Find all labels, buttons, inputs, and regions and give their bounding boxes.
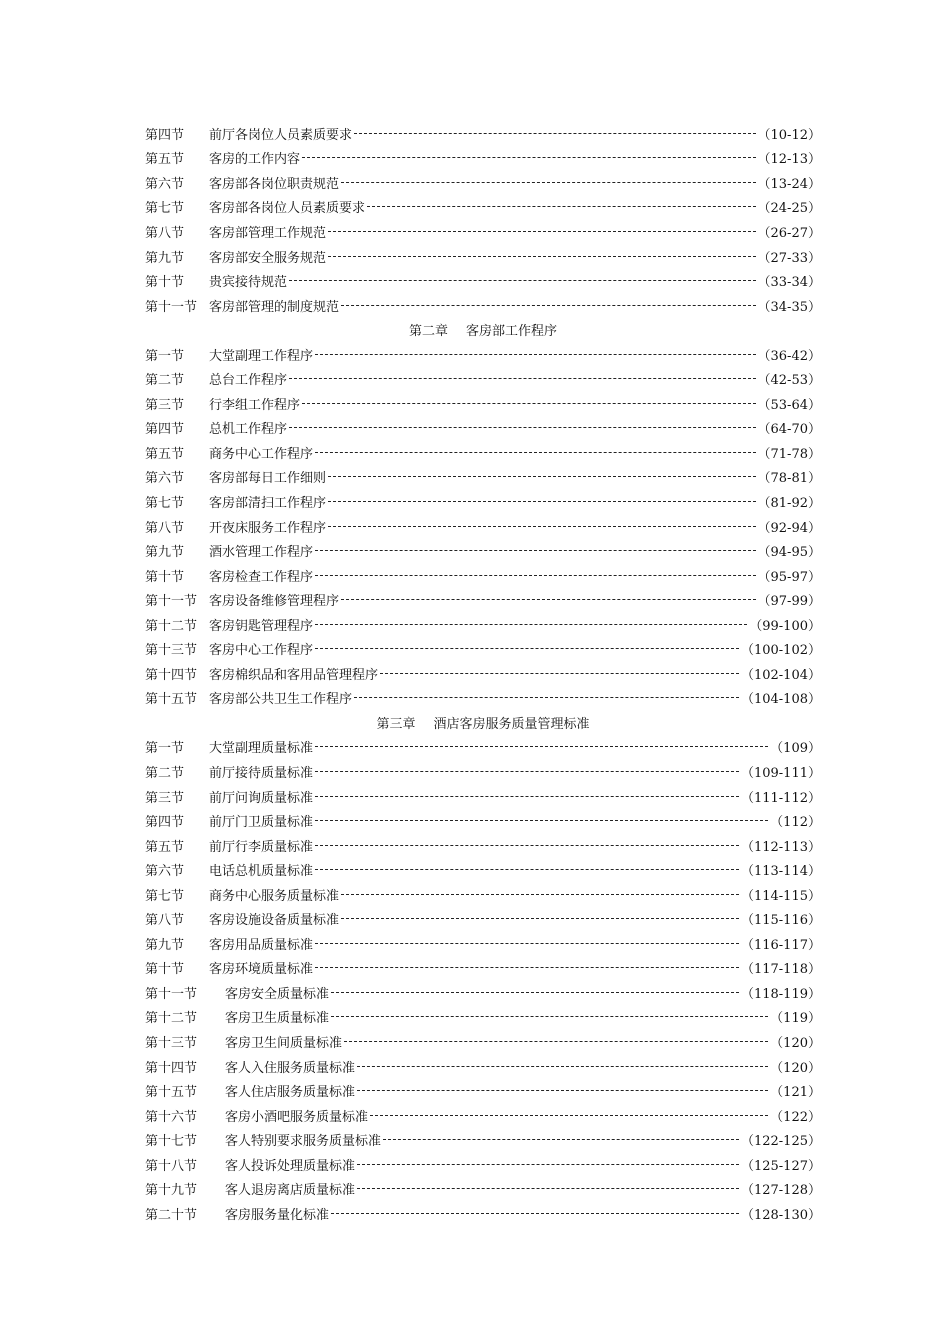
toc-entry[interactable] (145, 121, 821, 146)
toc-entry[interactable] (145, 784, 821, 809)
toc-group-chapter-1 (145, 121, 821, 317)
section-number: 第十三节 (145, 1036, 198, 1051)
dot-leader (357, 1188, 739, 1189)
page-range: （111-112） (740, 790, 821, 806)
dot-leader (315, 550, 756, 551)
dot-leader (341, 599, 756, 600)
section-number: 第一节 (145, 741, 185, 757)
toc-entry[interactable] (145, 907, 821, 932)
chapter-heading (145, 710, 821, 735)
page-range: （95-97） (757, 569, 821, 585)
page-range: （81-92） (757, 495, 821, 511)
dot-leader (328, 501, 756, 502)
page-range: （120） (770, 1060, 821, 1076)
dot-leader (370, 1115, 768, 1116)
page-range: （109） (770, 741, 821, 757)
page-range: （115-116） (740, 913, 821, 929)
section-title: 总台工作程序 (209, 373, 288, 389)
page-range: （125-127） (740, 1158, 821, 1174)
toc-entry[interactable] (145, 1029, 821, 1054)
section-title: 前厅行李质量标准 (209, 839, 314, 855)
toc-entry[interactable] (145, 1054, 821, 1079)
dot-leader (344, 1041, 768, 1042)
page-range: （92-94） (757, 520, 821, 536)
section-number: 第九节 (145, 250, 185, 266)
toc-group-chapter-3 (145, 735, 821, 1226)
toc-entry[interactable] (145, 342, 821, 367)
section-title: 客房棉织品和客用品管理程序 (209, 667, 379, 683)
dot-leader (315, 624, 747, 625)
toc-entry[interactable] (145, 489, 821, 514)
section-title: 客房用品质量标准 (209, 937, 314, 953)
section-number: 第八节 (145, 225, 185, 241)
toc-entry[interactable] (145, 636, 821, 661)
dot-leader (315, 943, 739, 944)
dot-leader (315, 967, 739, 968)
dot-leader (289, 280, 756, 281)
page-range: （99-100） (749, 618, 821, 634)
section-title: 行李组工作程序 (209, 397, 301, 413)
toc-entry[interactable] (145, 244, 821, 269)
toc-entry[interactable] (145, 195, 821, 220)
section-number: 第十一节 (145, 986, 198, 1002)
section-title: 大堂副理工作程序 (209, 348, 314, 364)
dot-leader (331, 1213, 739, 1214)
toc-entry[interactable] (145, 1201, 821, 1226)
section-title: 前厅门卫质量标准 (209, 815, 314, 831)
section-number: 第九节 (145, 545, 185, 561)
dot-leader (315, 354, 756, 355)
section-number: 第七节 (145, 201, 185, 217)
section-number: 第十一节 (145, 594, 198, 610)
section-title: 酒水管理工作程序 (209, 545, 314, 561)
section-title: 客房部每日工作细则 (209, 471, 327, 487)
section-title: 客人入住服务质量标准 (225, 1060, 356, 1076)
page-range: （36-42） (757, 348, 821, 364)
dot-leader (341, 894, 739, 895)
toc-entry[interactable] (145, 808, 821, 833)
dot-leader (302, 403, 756, 404)
section-title: 客房设施设备质量标准 (209, 913, 340, 929)
section-number: 第一节 (145, 348, 185, 364)
toc-group-chapter-2 (145, 342, 821, 710)
page-range: （120） (770, 1036, 821, 1051)
section-number: 第三节 (145, 790, 185, 806)
toc-entry[interactable] (145, 391, 821, 416)
section-number: 第十四节 (145, 667, 198, 683)
dot-leader (383, 1139, 739, 1140)
toc-entry[interactable] (145, 514, 821, 539)
toc-entry[interactable] (145, 857, 821, 882)
section-number: 第十节 (145, 962, 185, 978)
dot-leader (357, 1164, 739, 1165)
section-number: 第十六节 (145, 1109, 198, 1125)
section-number: 第十四节 (145, 1060, 198, 1076)
section-title: 客房部清扫工作程序 (209, 495, 327, 511)
page-range: （127-128） (740, 1183, 821, 1199)
toc-entry[interactable] (145, 686, 821, 711)
page-range: （26-27） (757, 225, 821, 241)
toc-entry[interactable] (145, 1127, 821, 1152)
page-range: （64-70） (757, 422, 821, 438)
section-number: 第八节 (145, 520, 185, 536)
chapter-number: 第二章 (408, 324, 448, 340)
dot-leader (341, 182, 756, 183)
section-title: 客房检查工作程序 (209, 569, 314, 585)
dot-leader (328, 256, 756, 257)
toc-entry[interactable] (145, 980, 821, 1005)
dot-leader (289, 378, 756, 379)
page-range: （112-113） (740, 839, 821, 855)
section-number: 第十三节 (145, 643, 198, 659)
toc-entry[interactable] (145, 1152, 821, 1177)
dot-leader (341, 305, 756, 306)
dot-leader (315, 648, 739, 649)
dot-leader (315, 869, 739, 870)
section-number: 第十八节 (145, 1158, 198, 1174)
chapter-title: 客房部工作程序 (466, 324, 558, 340)
page-range: （112） (770, 815, 821, 831)
section-title: 客房的工作内容 (209, 152, 301, 168)
toc-entry[interactable] (145, 146, 821, 171)
page-range: （12-13） (757, 152, 821, 168)
dot-leader (315, 771, 739, 772)
section-title: 客房部管理的制度规范 (209, 299, 340, 315)
page-range: （13-24） (757, 176, 821, 192)
section-number: 第九节 (145, 937, 185, 953)
section-title: 客人住店服务质量标准 (225, 1085, 356, 1101)
toc-entry[interactable] (145, 661, 821, 686)
toc-entry[interactable] (145, 440, 821, 465)
section-number: 第十七节 (145, 1134, 198, 1150)
page-range: （33-34） (757, 275, 821, 291)
section-title: 前厅各岗位人员素质要求 (209, 127, 353, 143)
toc-entry[interactable] (145, 735, 821, 760)
section-title: 商务中心服务质量标准 (209, 888, 340, 904)
section-title: 前厅问询质量标准 (209, 790, 314, 806)
dot-leader (357, 1066, 768, 1067)
toc-entry[interactable] (145, 170, 821, 195)
section-number: 第二十节 (145, 1207, 198, 1223)
section-title: 客房小酒吧服务质量标准 (225, 1109, 369, 1125)
dot-leader (367, 206, 756, 207)
section-title: 客房卫生质量标准 (225, 1011, 330, 1027)
page-range: （78-81） (757, 471, 821, 487)
page-range: （114-115） (740, 888, 821, 904)
section-number: 第十五节 (145, 692, 198, 708)
section-number: 第五节 (145, 839, 185, 855)
section-number: 第五节 (145, 446, 185, 462)
chapter-title: 酒店客房服务质量管理标准 (433, 716, 590, 732)
toc-entry[interactable] (145, 882, 821, 907)
toc-entry[interactable] (145, 759, 821, 784)
toc-entry[interactable] (145, 1005, 821, 1030)
dot-leader (354, 697, 739, 698)
section-title: 大堂副理质量标准 (209, 741, 314, 757)
dot-leader (354, 133, 756, 134)
dot-leader (289, 427, 756, 428)
section-title: 商务中心工作程序 (209, 446, 314, 462)
section-title: 客房部各岗位职责规范 (209, 176, 340, 192)
section-number: 第六节 (145, 176, 185, 192)
toc-entry[interactable] (145, 1078, 821, 1103)
section-title: 客房环境质量标准 (209, 962, 314, 978)
section-title: 开夜床服务工作程序 (209, 520, 327, 536)
page-range: （100-102） (740, 643, 821, 659)
section-title: 客人特别要求服务质量标准 (225, 1134, 382, 1150)
page-range: （94-95） (757, 545, 821, 561)
page-range: （109-111） (740, 765, 821, 781)
section-title: 客房部公共卫生工作程序 (209, 692, 353, 708)
toc-entry[interactable] (145, 293, 821, 318)
dot-leader (328, 476, 756, 477)
section-title: 客房设备维修管理程序 (209, 594, 340, 610)
dot-leader (331, 992, 739, 993)
section-number: 第六节 (145, 864, 185, 880)
section-title: 贵宾接待规范 (209, 275, 288, 291)
section-title: 电话总机质量标准 (209, 864, 314, 880)
page-range: （97-99） (757, 594, 821, 610)
section-number: 第十节 (145, 275, 185, 291)
toc-entry[interactable] (145, 465, 821, 490)
section-number: 第十一节 (145, 299, 198, 315)
dot-leader (302, 157, 756, 158)
section-number: 第二节 (145, 373, 185, 389)
section-number: 第二节 (145, 765, 185, 781)
page-range: （104-108） (740, 692, 821, 708)
section-title: 客房部管理工作规范 (209, 225, 327, 241)
page-range: （102-104） (740, 667, 821, 683)
dot-leader (315, 452, 756, 453)
toc-entry[interactable] (145, 1103, 821, 1128)
toc-entry[interactable] (145, 956, 821, 981)
page-range: （42-53） (757, 373, 821, 389)
dot-leader (331, 1016, 768, 1017)
section-title: 客房钥匙管理程序 (209, 618, 314, 634)
toc-entry[interactable] (145, 833, 821, 858)
page-range: （116-117） (740, 937, 821, 953)
section-title: 客人投诉处理质量标准 (225, 1158, 356, 1174)
toc-entry[interactable] (145, 1177, 821, 1202)
page-range: （113-114） (740, 864, 821, 880)
toc-entry[interactable] (145, 563, 821, 588)
dot-leader (341, 918, 739, 919)
toc-entry[interactable] (145, 612, 821, 637)
page-range: （122-125） (740, 1134, 821, 1150)
section-title: 客房部安全服务规范 (209, 250, 327, 266)
dot-leader (315, 575, 756, 576)
section-title: 客房服务量化标准 (225, 1207, 330, 1223)
chapter-number: 第三章 (376, 716, 416, 732)
page-range: （24-25） (757, 201, 821, 217)
section-title: 前厅接待质量标准 (209, 765, 314, 781)
toc-entry[interactable] (145, 366, 821, 391)
dot-leader (380, 673, 739, 674)
page-range: （34-35） (757, 299, 821, 315)
section-title: 客房安全质量标准 (225, 986, 330, 1002)
section-number: 第十九节 (145, 1183, 198, 1199)
page-range: （122） (770, 1109, 821, 1125)
page-range: （27-33） (757, 250, 821, 266)
toc-entry[interactable] (145, 416, 821, 441)
section-number: 第六节 (145, 471, 185, 487)
section-title: 客房卫生间质量标准 (225, 1036, 343, 1051)
section-number: 第四节 (145, 127, 185, 143)
page-range: （128-130） (740, 1207, 821, 1223)
page-range: （119） (770, 1011, 821, 1027)
dot-leader (315, 820, 768, 821)
table-of-contents (145, 121, 821, 1226)
section-number: 第十节 (145, 569, 185, 585)
section-title: 总机工作程序 (209, 422, 288, 438)
toc-entry[interactable] (145, 931, 821, 956)
toc-entry[interactable] (145, 219, 821, 244)
dot-leader (315, 796, 739, 797)
toc-entry[interactable] (145, 587, 821, 612)
section-number: 第三节 (145, 397, 185, 413)
section-number: 第五节 (145, 152, 185, 168)
section-number: 第八节 (145, 913, 185, 929)
page-range: （10-12） (757, 127, 821, 143)
section-number: 第四节 (145, 815, 185, 831)
page-range: （117-118） (740, 962, 821, 978)
section-number: 第十五节 (145, 1085, 198, 1101)
page-range: （118-119） (740, 986, 821, 1002)
section-number: 第十二节 (145, 618, 198, 634)
dot-leader (357, 1090, 768, 1091)
toc-entry[interactable] (145, 538, 821, 563)
section-number: 第七节 (145, 495, 185, 511)
section-title: 客房部各岗位人员素质要求 (209, 201, 366, 217)
page-range: （53-64） (757, 397, 821, 413)
section-title: 客人退房离店质量标准 (225, 1183, 356, 1199)
dot-leader (315, 746, 768, 747)
page-range: （121） (770, 1085, 821, 1101)
dot-leader (328, 231, 756, 232)
toc-entry[interactable] (145, 268, 821, 293)
section-title: 客房中心工作程序 (209, 643, 314, 659)
section-number: 第四节 (145, 422, 185, 438)
chapter-heading (145, 317, 821, 342)
dot-leader (315, 845, 739, 846)
section-number: 第十二节 (145, 1011, 198, 1027)
page-range: （71-78） (757, 446, 821, 462)
dot-leader (328, 526, 756, 527)
section-number: 第七节 (145, 888, 185, 904)
